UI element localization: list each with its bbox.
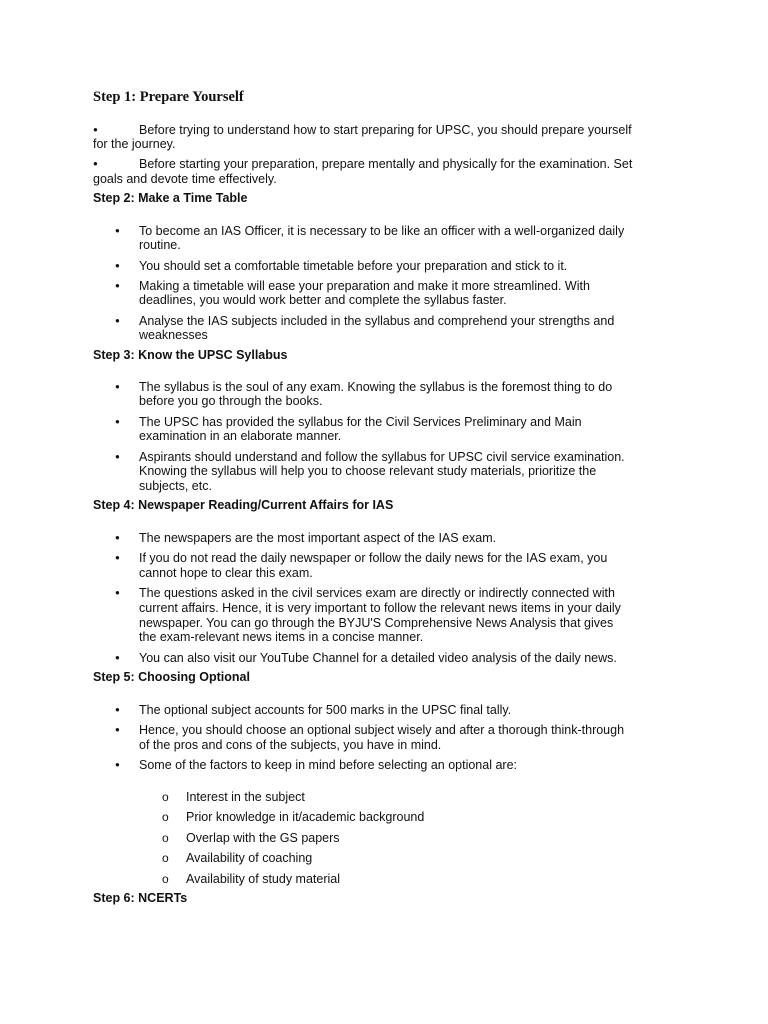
step-3-bullet-1-line-1: The syllabus is the soul of any exam. Knowing the syllabus is the foremost thing to do — [139, 380, 613, 394]
bullet-icon: ● — [115, 588, 120, 597]
step-3-heading: Step 3: Know the UPSC Syllabus — [93, 348, 288, 362]
step-2-heading: Step 2: Make a Time Table — [93, 191, 248, 205]
bullet-icon: ● — [115, 553, 120, 562]
step-3-bullet-2-line-1: The UPSC has provided the syllabus for the Civil Services Preliminary and Main — [139, 415, 582, 429]
step-4-bullet-3-line-2: current affairs. Hence, it is very important to follow the relevant news items in your daily — [139, 601, 621, 615]
step-1-bullet-1-line-2: for the journey. — [93, 137, 176, 151]
circle-bullet-icon: o — [162, 872, 169, 886]
step-5-heading: Step 5: Choosing Optional — [93, 670, 250, 684]
step-2-bullet-2: You should set a comfortable timetable before your preparation and stick to it. — [139, 259, 568, 273]
bullet-icon: ● — [115, 533, 120, 542]
step-2-bullet-1-line-2: routine. — [139, 238, 181, 252]
step-2-bullet-3-line-1: Making a timetable will ease your preparation and make it more streamlined. With — [139, 279, 590, 293]
step-5-bullet-3: Some of the factors to keep in mind before selecting an optional are: — [139, 758, 518, 772]
bullet-icon: ● — [115, 261, 120, 270]
step-3-bullet-3-line-2: Knowing the syllabus will help you to choose relevant study materials, prioritize the — [139, 464, 597, 478]
step-4-bullet-3-line-1: The questions asked in the civil services exam are directly or indirectly connected with — [139, 586, 615, 600]
bullet-icon: ● — [115, 452, 120, 461]
bullet-icon: ● — [115, 760, 120, 769]
step-3-bullet-3-line-1: Aspirants should understand and follow the syllabus for UPSC civil service examination. — [139, 450, 625, 464]
step-5-subbullet-2: Prior knowledge in it/academic background — [186, 810, 425, 824]
step-4-bullet-3-line-3: newspaper. You can go through the BYJU'S Comprehensive News Analysis that gives — [139, 616, 614, 630]
step-5-bullet-2-line-1: Hence, you should choose an optional subject wisely and after a thorough think-through — [139, 723, 625, 737]
step-5-subbullet-3: Overlap with the GS papers — [186, 831, 340, 845]
bullet-icon: ● — [115, 281, 120, 290]
step-4-heading: Step 4: Newspaper Reading/Current Affairs for IAS — [93, 498, 394, 512]
step-5-bullet-2-line-2: of the pros and cons of the subjects, you have in mind. — [139, 738, 442, 752]
step-4-bullet-1: The newspapers are the most important aspect of the IAS exam. — [139, 531, 497, 545]
step-4-bullet-2-line-2: cannot hope to clear this exam. — [139, 566, 313, 580]
step-5-subbullet-5: Availability of study material — [186, 872, 341, 886]
step-5-subbullet-1: Interest in the subject — [186, 790, 305, 804]
step-4-bullet-4: You can also visit our YouTube Channel for a detailed video analysis of the daily news. — [139, 651, 617, 665]
step-2-bullet-3-line-2: deadlines, you would work better and complete the syllabus faster. — [139, 293, 507, 307]
step-4-bullet-3-line-4: the exam-relevant news items in a concise manner. — [139, 630, 424, 644]
bullet-icon: ● — [93, 159, 98, 168]
step-5-subbullet-4: Availability of coaching — [186, 851, 313, 865]
bullet-icon: ● — [93, 125, 98, 134]
step-2-bullet-4-line-1: Analyse the IAS subjects included in the syllabus and comprehend your strengths and — [139, 314, 615, 328]
bullet-icon: ● — [115, 226, 120, 235]
step-2-bullet-4-line-2: weaknesses — [139, 328, 208, 342]
step-3-bullet-2-line-2: examination in an elaborate manner. — [139, 429, 342, 443]
step-1-bullet-1-line-1: Before trying to understand how to start preparing for UPSC, you should prepare yourself — [139, 123, 632, 137]
bullet-icon: ● — [115, 653, 120, 662]
circle-bullet-icon: o — [162, 831, 169, 845]
step-1-heading: Step 1: Prepare Yourself — [93, 89, 244, 105]
step-1-bullet-2-line-1: Before starting your preparation, prepare mentally and physically for the examination. Set — [139, 157, 633, 171]
bullet-icon: ● — [115, 316, 120, 325]
step-4-bullet-2-line-1: If you do not read the daily newspaper or follow the daily news for the IAS exam, you — [139, 551, 608, 565]
step-6-heading: Step 6: NCERTs — [93, 891, 188, 905]
bullet-icon: ● — [115, 725, 120, 734]
step-5-bullet-1: The optional subject accounts for 500 marks in the UPSC final tally. — [139, 703, 512, 717]
step-3-bullet-1-line-2: before you go through the books. — [139, 394, 323, 408]
circle-bullet-icon: o — [162, 810, 169, 824]
bullet-icon: ● — [115, 705, 120, 714]
circle-bullet-icon: o — [162, 851, 169, 865]
step-2-bullet-1-line-1: To become an IAS Officer, it is necessary to be like an officer with a well-organized daily — [139, 224, 625, 238]
bullet-icon: ● — [115, 382, 120, 391]
step-1-bullet-2-line-2: goals and devote time effectively. — [93, 172, 277, 186]
bullet-icon: ● — [115, 417, 120, 426]
circle-bullet-icon: o — [162, 790, 169, 804]
step-3-bullet-3-line-3: subjects, etc. — [139, 479, 212, 493]
